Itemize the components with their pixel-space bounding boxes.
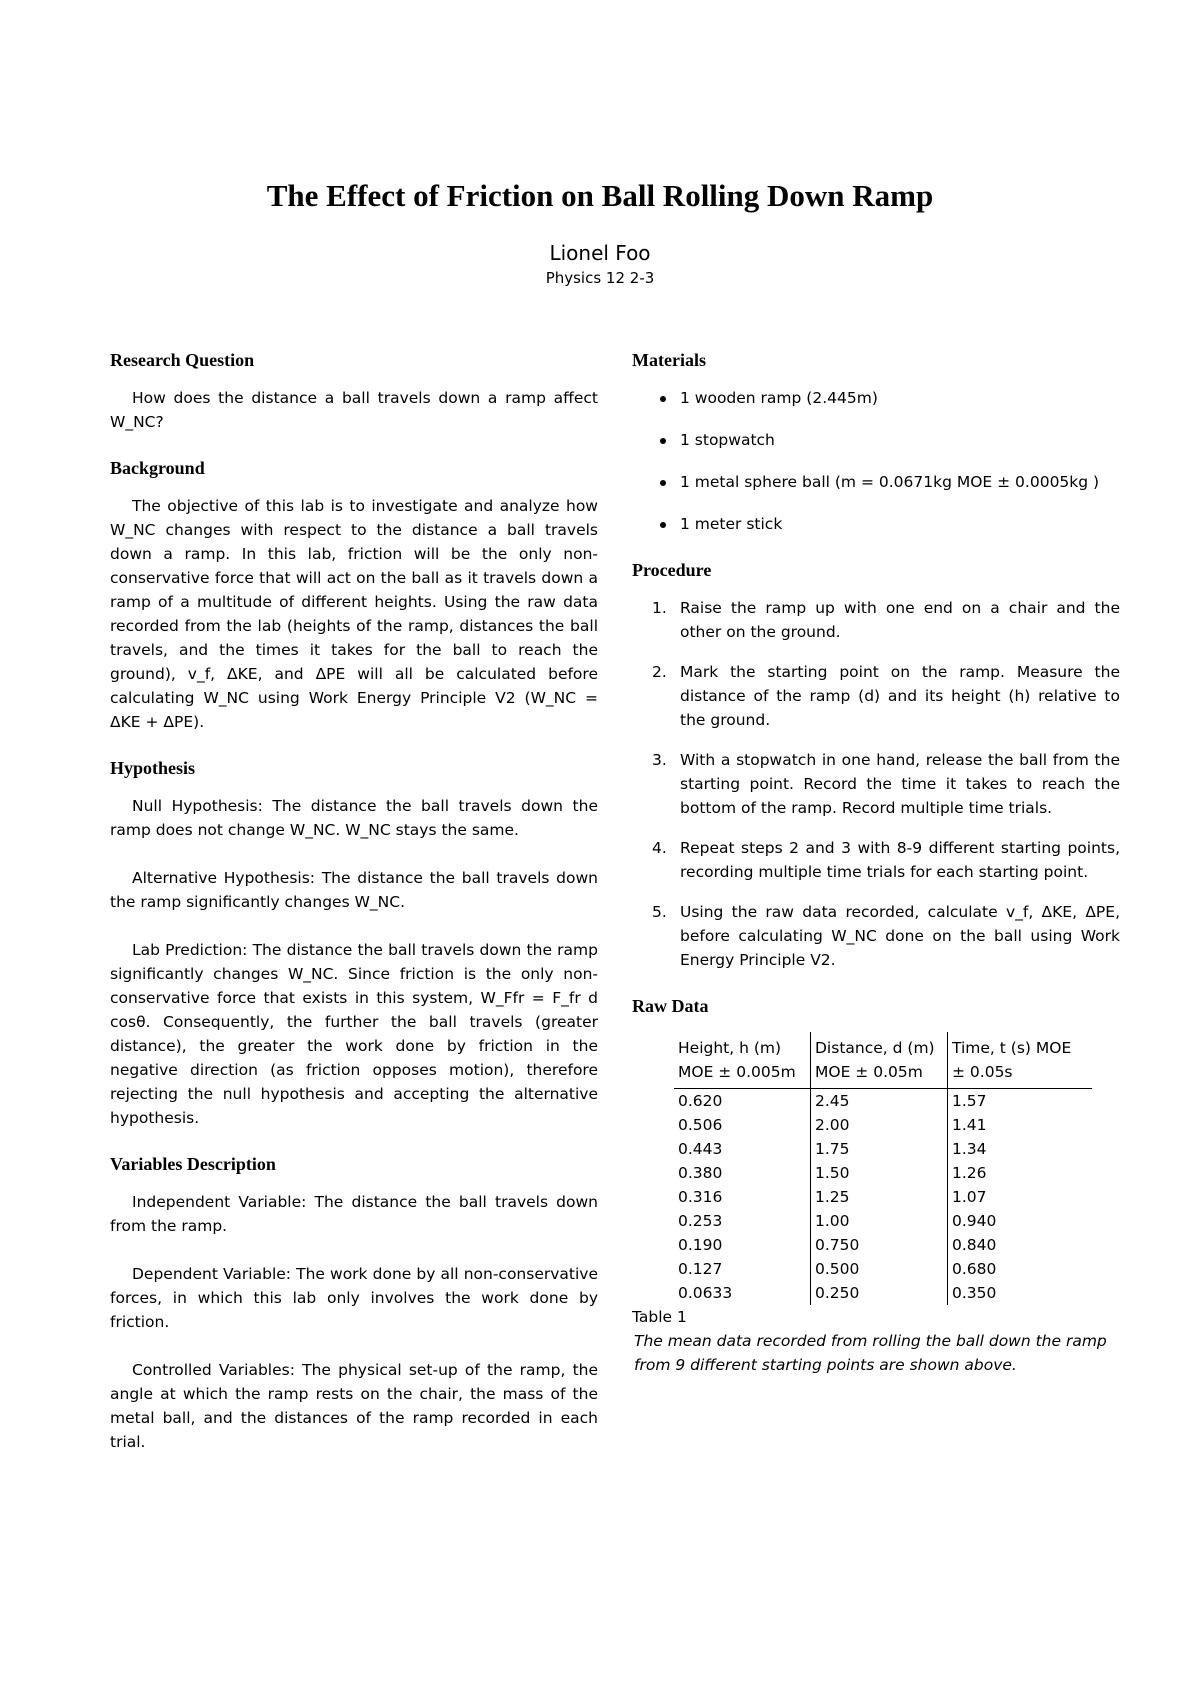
null-hypothesis: Null Hypothesis: The distance the ball travels down the ramp does not change W_NC. W_NC stays the same. bbox=[110, 797, 598, 839]
table-cell: 0.250 bbox=[811, 1281, 948, 1305]
table-cell: 2.00 bbox=[811, 1113, 948, 1137]
alternative-hypothesis: Alternative Hypothesis: The distance the ball travels down the ramp significantly changes W_NC. bbox=[110, 869, 598, 911]
table-row bbox=[674, 1089, 1092, 1114]
table-row bbox=[674, 1185, 1092, 1209]
step-text: Using the raw data recorded, calculate v_f, ΔKE, ΔPE, before calculating W_NC done on the ball using Work Energy Principle V2. bbox=[680, 903, 1120, 969]
dependent-variable: Dependent Variable: The work done by all non-conservative forces, in which this lab only involves the work done by friction. bbox=[110, 1265, 598, 1331]
independent-variable: Independent Variable: The distance the ball travels down from the ramp. bbox=[110, 1193, 598, 1235]
list-item bbox=[632, 748, 1120, 820]
column-header: Height, h (m) MOE ± 0.005m bbox=[678, 1039, 796, 1081]
list-item bbox=[632, 596, 1120, 644]
section-heading: Procedure bbox=[632, 560, 712, 580]
table-cell: 0.500 bbox=[811, 1257, 948, 1281]
step-text: With a stopwatch in one hand, release the ball from the starting point. Record the time it takes to reach the bottom of the ramp. Record multiple time trials. bbox=[680, 751, 1120, 817]
table-cell: 0.350 bbox=[948, 1281, 1093, 1305]
list-item bbox=[632, 660, 1120, 732]
background-section bbox=[110, 456, 598, 734]
list-item: 1 metal sphere ball (m = 0.0671kg MOE ± 0.0005kg ) bbox=[632, 470, 1120, 494]
table-cell: 1.41 bbox=[948, 1113, 1093, 1137]
controlled-variables: Controlled Variables: The physical set-up of the ramp, the angle at which the ramp rests on the chair, the mass of the metal ball, and the distances of the ramp recorded in each trial. bbox=[110, 1361, 598, 1451]
research-question-section bbox=[110, 348, 598, 434]
step-text: Mark the starting point on the ramp. Measure the distance of the ramp (d) and its height (h) relative to the ground. bbox=[680, 663, 1120, 729]
materials-section bbox=[632, 348, 1120, 536]
table-cell: 0.620 bbox=[678, 1092, 723, 1110]
table-cell: 0.750 bbox=[811, 1233, 948, 1257]
step-number: 5. bbox=[652, 903, 667, 921]
table-cell: 0.190 bbox=[678, 1236, 723, 1254]
table-cell: 1.26 bbox=[948, 1161, 1093, 1185]
table-row bbox=[674, 1161, 1092, 1185]
table-cell: 1.57 bbox=[948, 1089, 1093, 1114]
table-row bbox=[674, 1209, 1092, 1233]
table-cell: 0.380 bbox=[678, 1164, 723, 1182]
table-cell: 0.316 bbox=[678, 1188, 723, 1206]
step-number: 3. bbox=[652, 751, 667, 769]
table-cell: 1.07 bbox=[948, 1185, 1093, 1209]
author-name: Lionel Foo bbox=[549, 241, 651, 265]
table-cell: 0.127 bbox=[678, 1260, 723, 1278]
research-question-text: How does the distance a ball travels down a ramp affect W_NC? bbox=[110, 389, 598, 431]
table-cell: 0.443 bbox=[678, 1140, 723, 1158]
table-label: Table 1 bbox=[632, 1308, 687, 1326]
list-item: 1 stopwatch bbox=[632, 428, 1120, 452]
paper-title: The Effect of Friction on Ball Rolling Down Ramp bbox=[266, 178, 934, 213]
affiliation: Physics 12 2-3 bbox=[545, 269, 655, 287]
table-header-row bbox=[674, 1032, 1092, 1089]
table-cell: 0.940 bbox=[948, 1209, 1093, 1233]
table-row bbox=[674, 1113, 1092, 1137]
table-cell: 0.506 bbox=[678, 1116, 723, 1134]
procedure-list bbox=[632, 596, 1120, 972]
column-header: Distance, d (m) MOE ± 0.05m bbox=[811, 1032, 948, 1089]
section-heading: Background bbox=[110, 458, 205, 478]
section-heading: Variables Description bbox=[110, 1154, 276, 1174]
column-header: Time, t (s) MOE ± 0.05s bbox=[948, 1032, 1093, 1089]
list-item bbox=[632, 836, 1120, 884]
list-item bbox=[632, 900, 1120, 972]
materials-list bbox=[632, 386, 1120, 536]
right-column bbox=[632, 348, 1120, 1399]
raw-data-section bbox=[632, 994, 1120, 1377]
section-heading: Hypothesis bbox=[110, 758, 196, 778]
table-cell: 0.0633 bbox=[678, 1284, 733, 1302]
table-row bbox=[674, 1281, 1092, 1305]
table-row bbox=[674, 1137, 1092, 1161]
section-heading: Materials bbox=[632, 350, 706, 370]
step-number: 4. bbox=[652, 839, 667, 857]
section-heading: Research Question bbox=[110, 350, 255, 370]
lab-prediction: Lab Prediction: The distance the ball travels down the ramp significantly changes W_NC. Since friction is the only non-conservative force that exists in this system, W_Ffr = F_fr d cosθ. Consequently, the further the ball travels (greater distance), the greater the work done by friction in the negative direction (as friction opposes motion), therefore rejecting the null hypothesis and accepting the alternative hypothesis. bbox=[110, 941, 598, 1127]
table-cell: 0.680 bbox=[948, 1257, 1093, 1281]
procedure-section bbox=[632, 558, 1120, 972]
table-cell: 0.253 bbox=[678, 1212, 723, 1230]
step-text: Repeat steps 2 and 3 with 8-9 different starting points, recording multiple time trials for each starting point. bbox=[680, 839, 1120, 881]
table-cell: 2.45 bbox=[811, 1089, 948, 1114]
table-cell: 0.840 bbox=[948, 1233, 1093, 1257]
background-text: The objective of this lab is to investigate and analyze how W_NC changes with respect to the distance a ball travels down a ramp. In this lab, friction will be the only non-conservative force that will act on the ball as it travels down a ramp of a multitude of different heights. Using the raw data recorded from the lab (heights of the ramp, distances the ball travels, and the times it takes for the ball to reach the ground), v_f, ΔKE, and ΔPE will all be calculated before calculating W_NC using Work Energy Principle V2 (W_NC = ΔKE + ΔPE). bbox=[110, 497, 598, 731]
step-number: 1. bbox=[652, 599, 667, 617]
left-column bbox=[110, 348, 598, 1476]
table-row bbox=[674, 1257, 1092, 1281]
section-heading: Raw Data bbox=[632, 996, 709, 1016]
list-item: 1 meter stick bbox=[632, 512, 1120, 536]
table-cell: 1.50 bbox=[811, 1161, 948, 1185]
table-cell: 1.75 bbox=[811, 1137, 948, 1161]
hypothesis-section bbox=[110, 756, 598, 1130]
raw-data-table bbox=[674, 1032, 1092, 1305]
step-number: 2. bbox=[652, 663, 667, 681]
table-cell: 1.34 bbox=[948, 1137, 1093, 1161]
table-cell: 1.25 bbox=[811, 1185, 948, 1209]
table-row bbox=[674, 1233, 1092, 1257]
table-cell: 1.00 bbox=[811, 1209, 948, 1233]
step-text: Raise the ramp up with one end on a chair and the other on the ground. bbox=[680, 599, 1120, 641]
variables-section bbox=[110, 1152, 598, 1454]
table-caption: The mean data recorded from rolling the ball down the ramp from 9 different starting points are shown above. bbox=[634, 1332, 1107, 1374]
list-item: 1 wooden ramp (2.445m) bbox=[632, 386, 1120, 410]
